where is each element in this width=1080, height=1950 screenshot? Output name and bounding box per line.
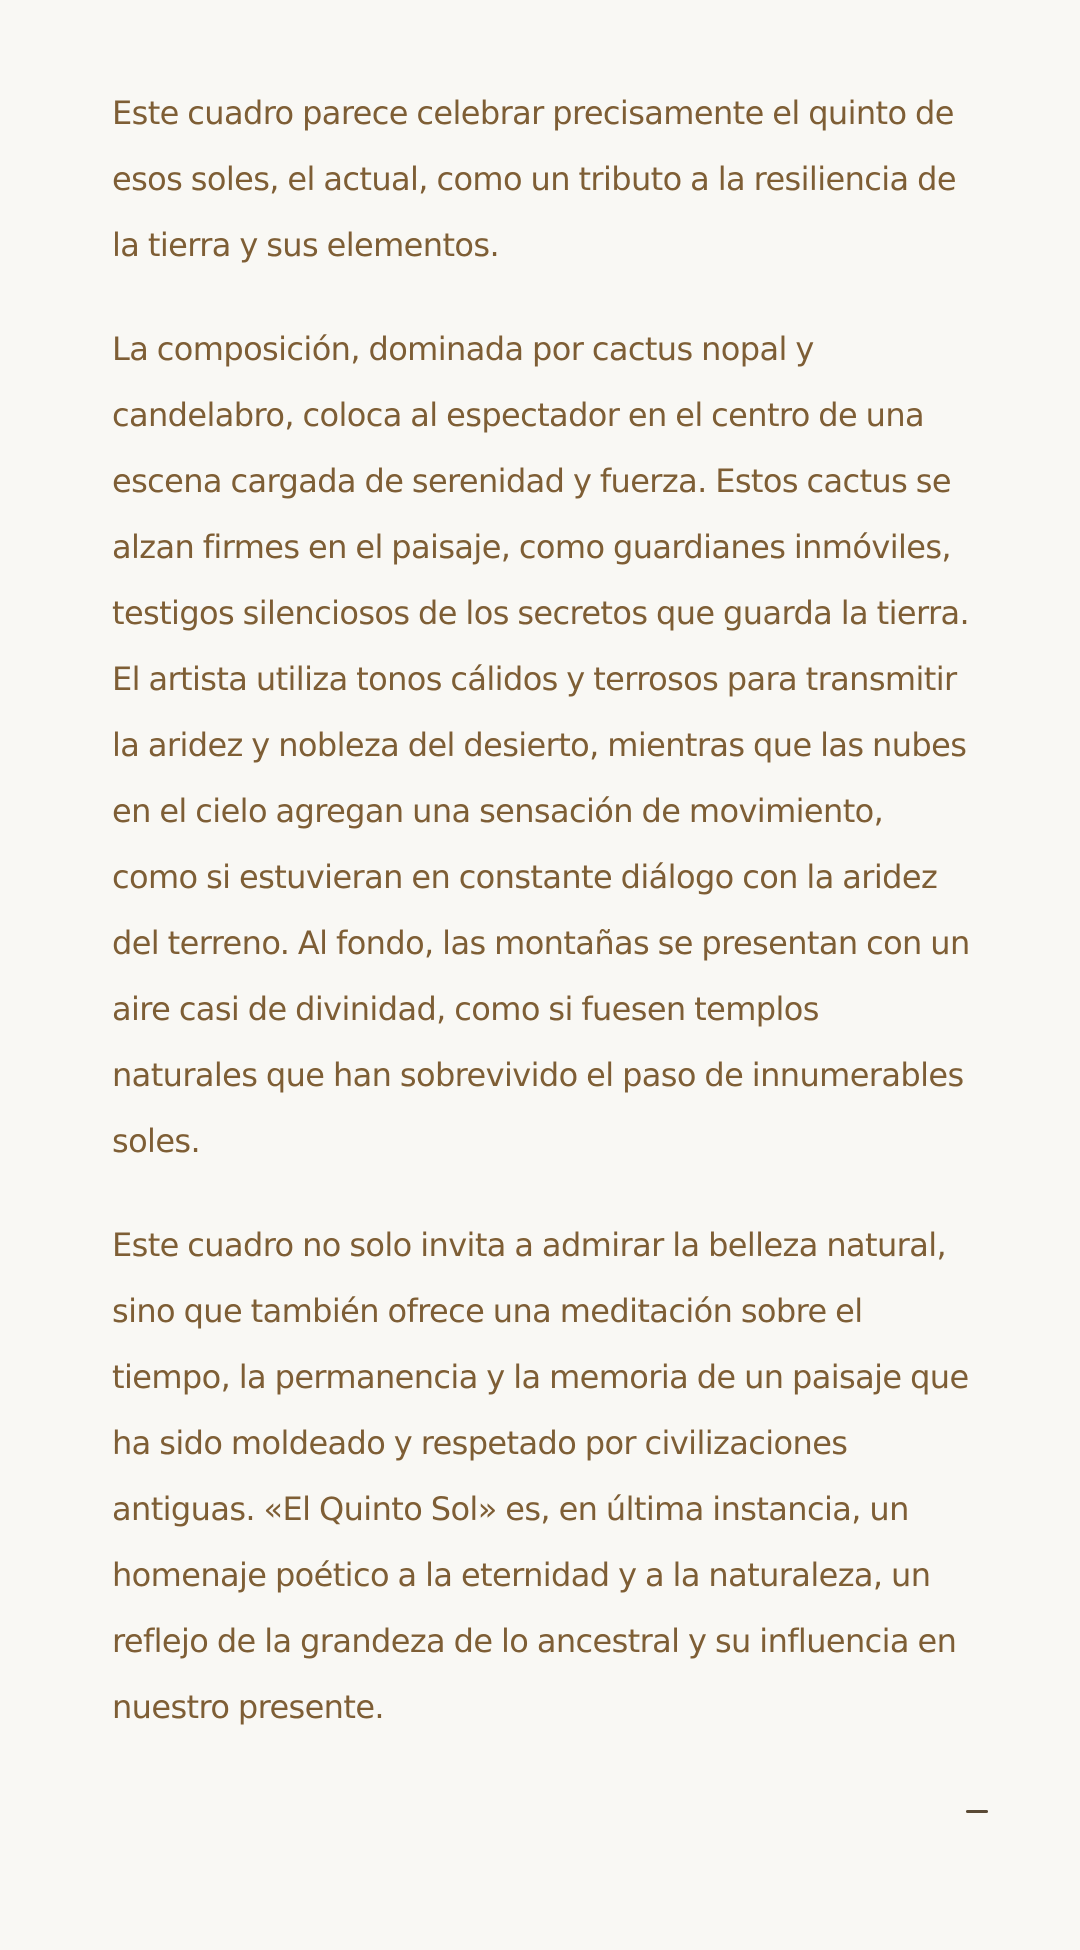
scroll-indicator-mark [966, 1810, 988, 1813]
article-body [112, 80, 972, 1778]
paragraph-3: Este cuadro no solo invita a admirar la belleza natural, sino que también ofrece una meditación sobre el tiempo, la permanencia y la memoria de un paisaje que ha sido moldeado y respetado por civilizaciones antiguas. «El Quinto Sol» es, en última instancia, un homenaje poético a la eternidad y a la naturaleza, un reflejo de la grandeza de lo ancestral y su influencia en nuestro presente. [112, 1226, 969, 1726]
paragraph-1: Este cuadro parece celebrar precisamente el quinto de esos soles, el actual, como un tributo a la resiliencia de la tierra y sus elementos. [112, 94, 956, 264]
paragraph-2: La composición, dominada por cactus nopal y candelabro, coloca al espectador en el centro de una escena cargada de serenidad y fuerza. Estos cactus se alzan firmes en el paisaje, como guardianes inmóviles, testigos silenciosos de los secretos que guarda la tierra. El artista utiliza tonos cálidos y terrosos para transmitir la aridez y nobleza del desierto, mientras que las nubes en el cielo agregan una sensación de movimiento, como si estuvieran en constante diálogo con la aridez del terreno. Al fondo, las montañas se presentan con un aire casi de divinidad, como si fuesen templos naturales que han sobrevivido el paso de innumerables soles. [112, 330, 970, 1160]
